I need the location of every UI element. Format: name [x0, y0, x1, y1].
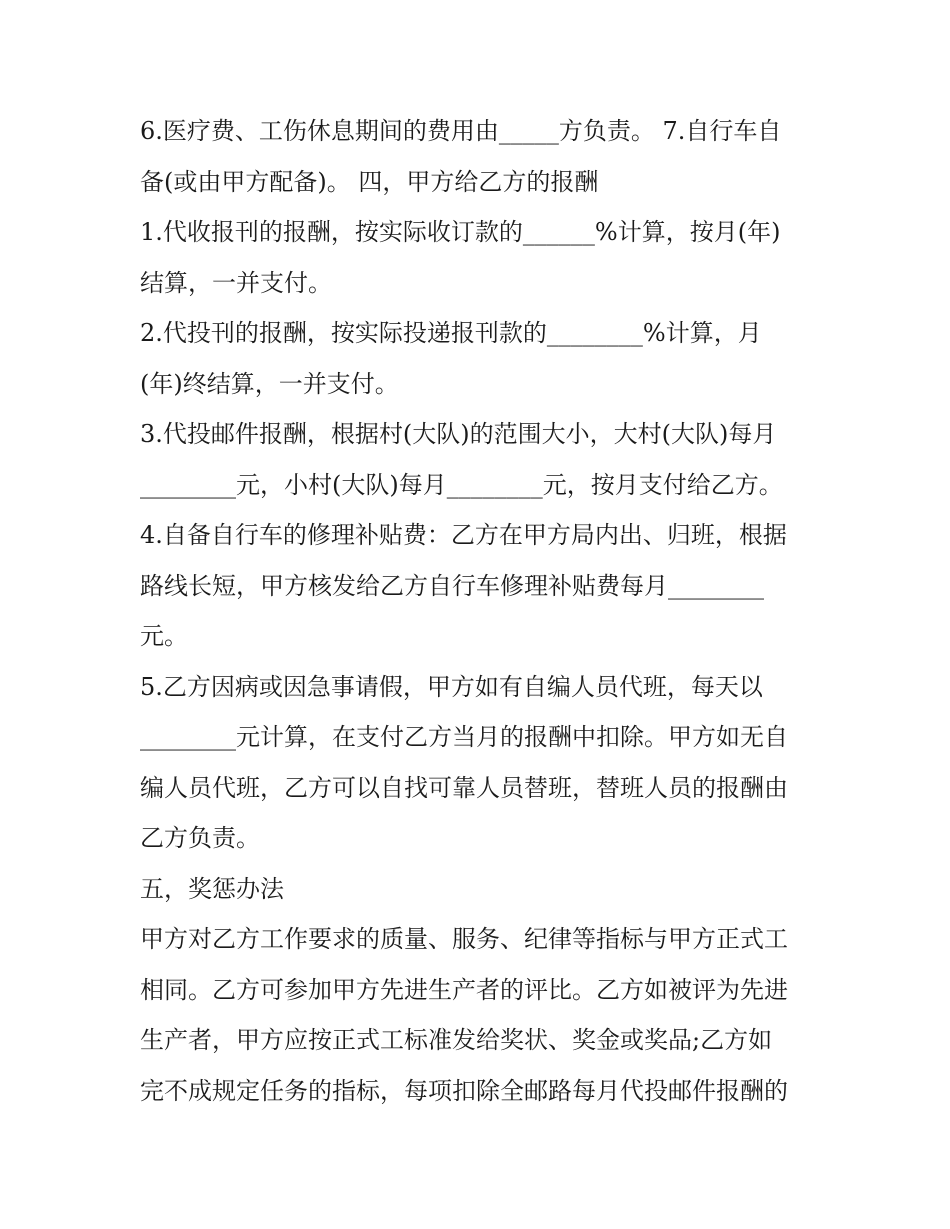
text-line-15: 乙方负责。	[140, 824, 260, 852]
text-line-2: 备(或由甲方配备)。 四，甲方给乙方的报酬	[140, 167, 599, 196]
text-line-14: 编人员代班，乙方可以自找可靠人员替班，替班人员的报酬由	[140, 773, 788, 802]
text-line-5: 2.代投刊的报酬，按实际投递报刊款的________%计算，月	[140, 319, 762, 347]
text-line-1: 6.医疗费、工伤休息期间的费用由_____方负责。 7.自行车自	[140, 117, 782, 145]
text-line-4: 结算，一并支付。	[140, 268, 332, 297]
text-line-17: 甲方对乙方工作要求的质量、服务、纪律等指标与甲方正式工	[140, 925, 788, 953]
text-line-10: 路线长短，甲方核发给乙方自行车修理补贴费每月________	[140, 571, 764, 600]
section-heading-rewards-penalties: 五，奖惩办法	[140, 874, 284, 903]
text-line-9: 4.自备自行车的修理补贴费：乙方在甲方局内出、归班，根据	[140, 521, 787, 549]
document-body	[140, 106, 820, 1116]
text-line-7: 3.代投邮件报酬，根据村(大队)的范围大小，大村(大队)每月	[140, 420, 777, 448]
text-line-19: 生产者，甲方应按正式工标准发给奖状、奖金或奖品;乙方如	[140, 1026, 773, 1054]
text-line-11: 元。	[140, 622, 188, 650]
text-line-12: 5.乙方因病或因急事请假，甲方如有自编人员代班，每天以	[140, 672, 763, 701]
text-line-3: 1.代收报刊的报酬，按实际收订款的______%计算，按月(年)	[140, 218, 781, 246]
text-line-18: 相同。乙方可参加甲方先进生产者的评比。乙方如被评为先进	[140, 975, 788, 1004]
text-line-13: ________元计算，在支付乙方当月的报酬中扣除。甲方如无自	[140, 723, 788, 751]
text-line-8: ________元，小村(大队)每月________元，按月支付给乙方。	[140, 470, 783, 499]
text-line-6: (年)终结算，一并支付。	[140, 369, 399, 398]
text-line-20: 完不成规定任务的指标，每项扣除全邮路每月代投邮件报酬的	[140, 1076, 788, 1105]
